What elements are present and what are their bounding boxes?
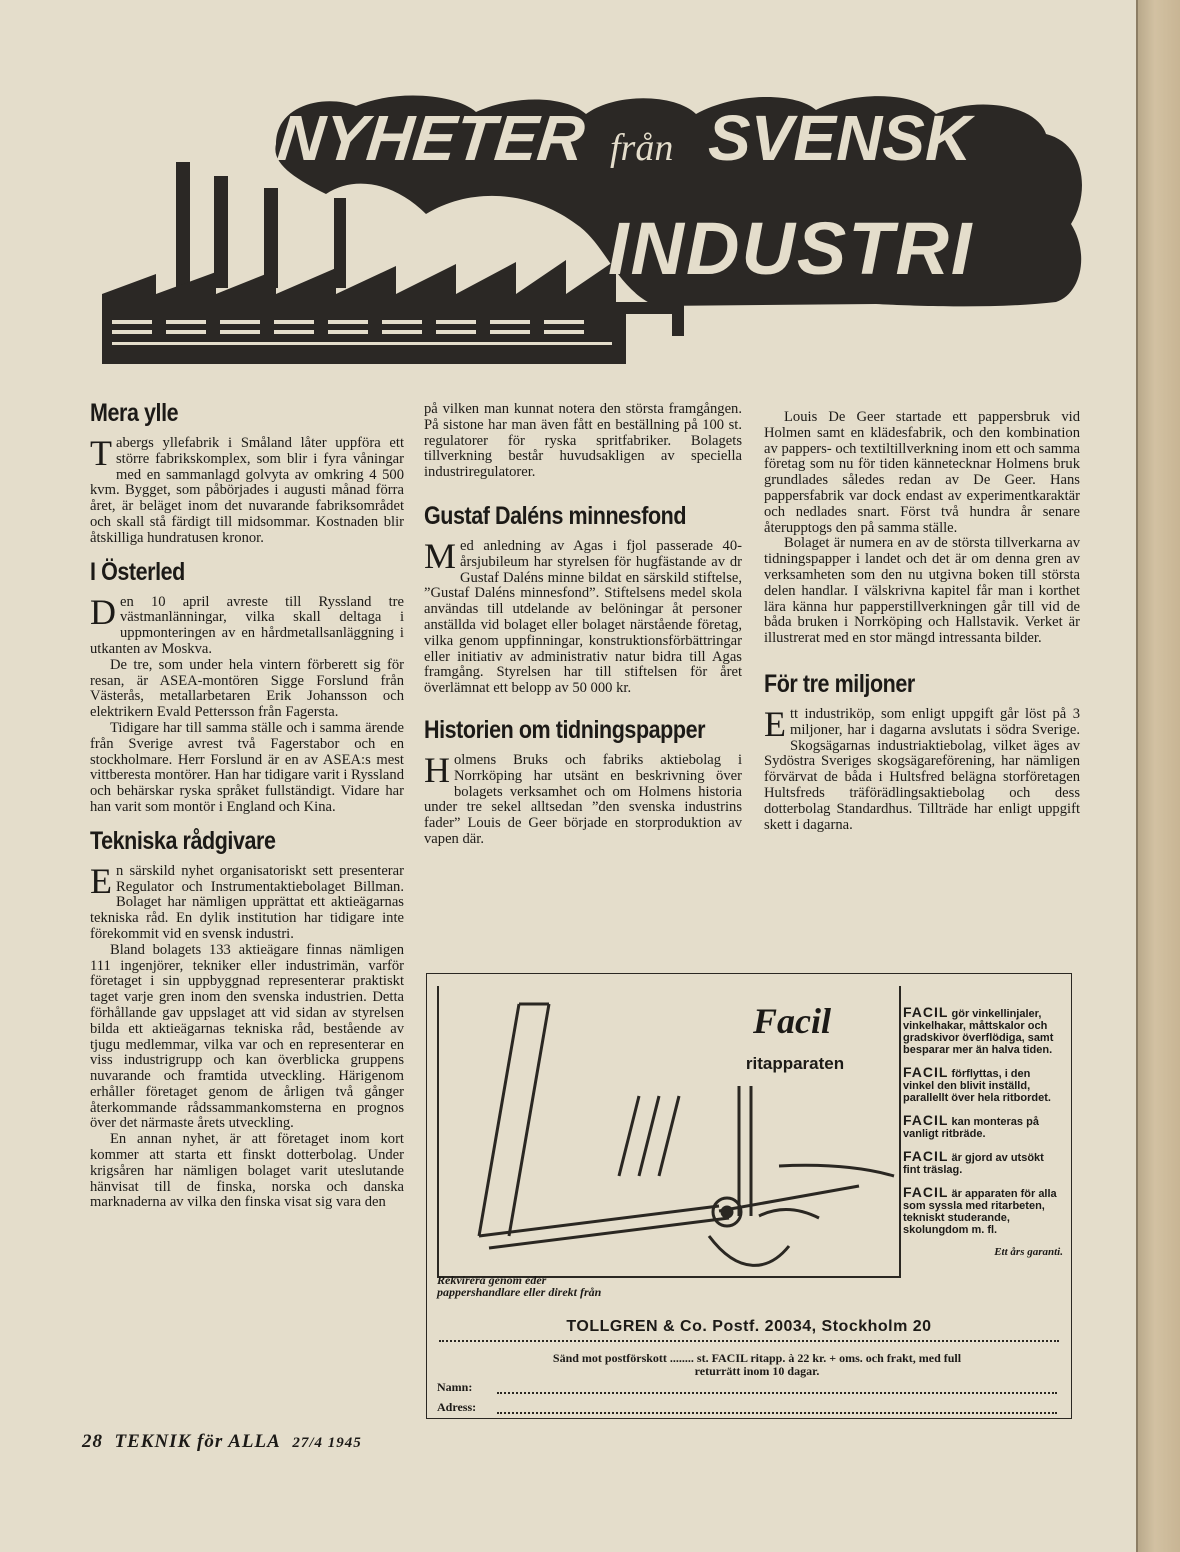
- article-tidningspapper-cont-p1: Louis De Geer startade ett pappersbruk vid Holmen samt en klädesfabrik, och den kombination av pappers- och textiltillverkning inom ett och samma företag som nu för tiden kännetecknar Holmens bruk grundlades således redan av De Geer. Hans pappersfabrik var dock endast av experimentkaraktär och nedlades snart. Först två hundra år senare återupptogs den på samma ställe.: [764, 409, 1080, 536]
- ad-subtitle: ritapparaten: [745, 1054, 845, 1073]
- ad-name-field-label: Namn:: [437, 1380, 473, 1394]
- article-tidningspapper-cont-p2: Bolaget är numera en av de största tillverkarna av tidningspapper i landet och det är om denna gren av verksamheten som den nu utgivna boken till största delen handlar. I välskrivna kapitel får man i korthet lära känna hur papperstillverkningen går till vid de båda bruken i Norrköping och Hallstavik. Verket är illustrerat med en stor mängd intressanta bilder.: [764, 535, 1080, 647]
- article-radgivare-cont: på vilken man kunnat notera den största framgången. På sistone har man även fått en beställning på 100 st. regulatorer för ryska spritfabriker. Bolagets tillverkning består huvudsakligen av speciella industriregulatorer.: [424, 401, 742, 481]
- chimney-1: [176, 162, 190, 288]
- headline-tekniska-radgivare: Tekniska rådgivare: [90, 826, 276, 855]
- article-tre-miljoner: Ett industriköp, som enligt uppgift går löst på 3 miljoner, har i dagarna avslutats i södra Sverige. Skogsägarnas industriaktiebolag, vilket äges av Sydöstra Sveriges skogsägareförening, har nämligen förvärvat de båda i Hultsfred belägna storföretagen Hultsfreds träförädlingsaktiebolag och dess dotterbolag Standardhus. Tillträde har enligt uppgift skett i dagarna.: [764, 703, 1080, 833]
- column-1: [90, 398, 404, 1211]
- article-radgivare-p3: En annan nyhet, är att företaget inom kort kommer att starta ett finskt dotterbolag. Under krigsåren har nämligen bolaget varit uteslutande hänvisat till de finska, norska och danska marknaderna av vilka den finska visat sig vara den: [90, 1131, 404, 1211]
- masthead-industri: INDUSTRI: [608, 207, 974, 290]
- article-osterled-p3: Tidigare har till samma ställe och i samma ärende från Sverige avrest två Fagerstabor och en stockholmare. Herr Forslund är en av ASEA:s mest vittberesta montörer. Han har tidigare varit i Ryssland och behärskar ryska språket fullständigt. Vidare har han varit som montör i England och Kina.: [90, 719, 404, 815]
- ad-feature-list: [903, 1006, 1063, 1268]
- chimney-2: [214, 176, 228, 288]
- ad-address-field-label: Adress:: [437, 1400, 477, 1414]
- ad-feature-5: FACIL är apparaten för alla som syssla med ritarbeten, tekniskt studerande, skolungdom m. fl.: [903, 1184, 1057, 1236]
- facil-logo: Facil: [753, 1001, 831, 1041]
- headline-historien-tidningspapper: Historien om tidningspapper: [424, 715, 706, 744]
- article-radgivare-p1: En särskild nyhet organisatoriskt sett presenterar Regulator och Instrumentaktiebolaget Billman. Bolaget har nämligen upprättat ett aktieägarnas tekniska råd. En dylik institution har tidigare inte förekommit vid en svensk industri.: [90, 860, 404, 942]
- ad-company-address: TOLLGREN & Co. Postf. 20034, Stockholm 20: [566, 1318, 932, 1335]
- column-3: [764, 410, 1080, 833]
- masthead-nyheter: NYHETER: [274, 102, 588, 174]
- ad-feature-4: FACIL är gjord av utsökt fint träslag.: [903, 1148, 1044, 1176]
- issue-date: 27/4 1945: [292, 1435, 362, 1451]
- headline-for-tre-miljoner: För tre miljoner: [764, 669, 915, 698]
- facil-advertisement: [426, 973, 1072, 1419]
- article-mera-ylle: Tabergs yllefabrik i Småland låter uppföra ett större fabrikskomplex, som blir i fyra våningar med en sammanlagd golvyta av omkring 4 500 kvm. Bygget, som påbörjades i augusti månad förra året, är beläget inom det nuvarande fabriksområdet och skall stå färdigt till midsommar. Kostnaden blir åtskilliga hundratusen kronor.: [90, 433, 404, 546]
- ad-feature-3: FACIL kan monteras på vanligt ritbräde.: [903, 1112, 1039, 1140]
- page-number: 28: [82, 1431, 103, 1452]
- masthead-svensk: SVENSK: [708, 102, 972, 174]
- magazine-name: TEKNIK för ALLA: [114, 1431, 281, 1452]
- ad-address-line: [497, 1412, 1057, 1414]
- headline-mera-ylle: Mera ylle: [90, 399, 179, 427]
- ad-dotted-rule: [439, 1340, 1059, 1342]
- headline-i-osterled: I Österled: [90, 557, 185, 586]
- ad-order-form: Sänd mot postförskott ........ st. FACIL ritapp. à 22 kr. + oms. och frakt, med full returrätt inom 10 dagar.: [552, 1351, 962, 1378]
- article-tidningspapper: Holmens Bruks och fabriks aktiebolag i Norrköping har utsänt en beskrivning över bolagets verksamhet och om Holmens historia under tre sekel alltsedan ”den svenska industrins fader” Louis de Geer började en storproduktion av vapen där.: [424, 749, 742, 847]
- column-2: [424, 402, 742, 848]
- ad-feature-2: FACIL förflyttas, i den vinkel den blivit inställd, parallellt över hela ritbordet.: [903, 1064, 1051, 1104]
- ad-rekvirera: Rekvirera genom eder pappershandlare eller direkt från: [437, 1273, 602, 1299]
- page-footer: [82, 1431, 362, 1453]
- article-osterled-p2: De tre, som under hela vintern förberett sig för resan, är ASEA-montören Sigge Forslund från Västerås, metallarbetaren Erik Johansson och elektrikern Evald Pettersson från Fagersta.: [90, 656, 404, 721]
- article-radgivare-p2: Bland bolagets 133 aktieägare finnas nämligen 111 ingenjörer, tekniker eller industrimän, varför företaget i sin uppbyggnad representerar praktiskt taget varje gren inom den svenska industrien. Detta förhållande gav uppslaget att vid sidan av styrelsen bilda ett aktieägarnas tekniska råd, bestående av tjugu medlemmar, vilka var och en representerar en viss industrigrupp och kan överblicka gruppens nuvarande och framtida utveckling. Härigenom erhåller företaget genom de årligen två gånger återkommande rådssammankomsterna en prognos över det närmaste årets utveckling.: [90, 941, 404, 1132]
- article-osterled-p1: Den 10 april avreste till Ryssland tre västmanlänningar, vilka skall deltaga i uppmonteringen av en hårdmetallsanläggning i utkanten av Moskva.: [90, 591, 404, 657]
- adjacent-page-edge: [1136, 0, 1180, 1552]
- headline-gustaf-dalen: Gustaf Daléns minnesfond: [424, 501, 687, 530]
- masthead-graphic: [96, 84, 1090, 374]
- article-dalen: Med anledning av Agas i fjol passerade 40-årsjubileum har styrelsen för hugfästande av dr Gustaf Daléns minne bildat en särskild stiftelse, ”Gustaf Daléns minnesfond”. Stiftelsens medel skola användas till utdelande av belöningar åt personer anställda vid bolaget eller bolaget närstående företag, vilka genom uppfinningar, konstruktionsförbättringar eller initiativ av administrativ natur bidra till Agas framgång. Styrelsen har till stiftelsen för året överlämnat ett belopp av 50 000 kr.: [424, 535, 742, 697]
- ad-guarantee: Ett års garanti.: [994, 1246, 1063, 1258]
- ad-name-line: [497, 1392, 1057, 1394]
- masthead-fran: från: [610, 127, 674, 169]
- ad-feature-1: FACIL gör vinkellinjaler, vinkelhakar, måttskalor och gradskivor överflödiga, samt besparar mer än halva tiden.: [903, 1004, 1054, 1056]
